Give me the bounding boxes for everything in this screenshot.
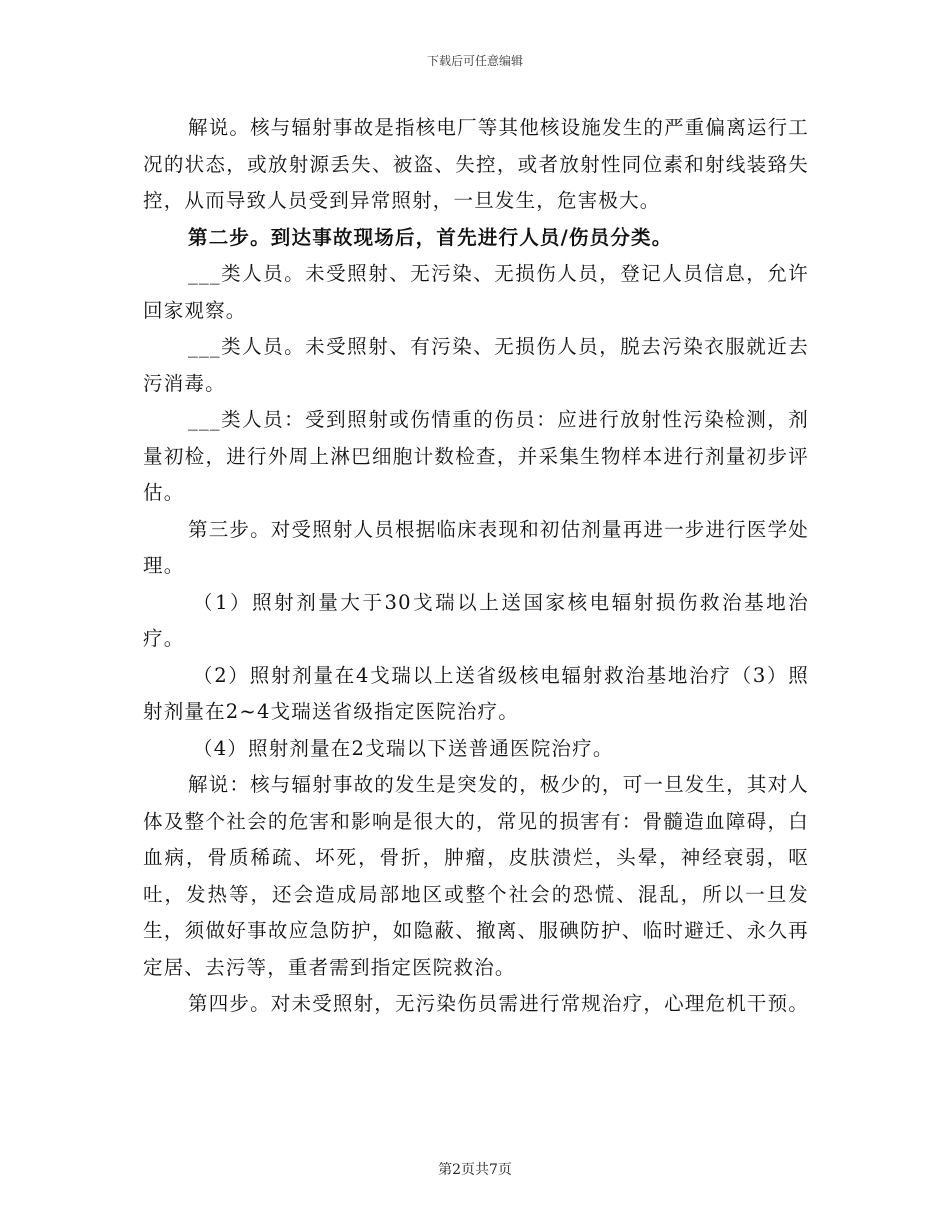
document-body — [143, 110, 809, 1023]
paragraph-dose-1: （1）照射剂量大于30戈瑞以上送国家核电辐射损伤救治基地治疗。 — [143, 590, 809, 650]
paragraph-step-4: 第四步。对未受照射，无污染伤员需进行常规治疗，心理危机干预。 — [188, 992, 810, 1015]
paragraph-dose-4: （4）照射剂量在2戈瑞以下送普通医院治疗。 — [193, 736, 614, 760]
paragraph-category-1: ___类人员。未受照射、无污染、无损伤人员，登记人员信息，允许回家观察。 — [143, 262, 809, 322]
paragraph-category-3: ___类人员：受到照射或伤情重的伤员：应进行放射性污染检测，剂量初检，进行外周上淋巴细胞计数检查，并采集生物样本进行剂量初步评估。 — [143, 408, 809, 504]
paragraph-explanation-2: 解说：核与辐射事故的发生是突发的，极少的，可一旦发生，其对人体及整个社会的危害和影响是很大的，常见的损害有：骨髓造血障碍，白血病，骨质稀疏、坏死，骨折，肿瘤，皮肤溃烂，头晕，神经衰弱，呕吐，发热等，还会造成局部地区或整个社会的恐慌、混乱，所以一旦发生，须做好事故应急防护，如隐蔽、撤离、服碘防护、临时避迁、永久再定居、去污等，重者需到指定医院救治。 — [143, 773, 810, 979]
paragraph-step-2-heading: 第二步。到达事故现场后，首先进行人员/伤员分类。 — [188, 225, 673, 249]
page-header: 下载后可任意编辑 — [426, 54, 523, 68]
page-footer: 第2页共7页 — [438, 1162, 512, 1178]
paragraph-explanation-1: 解说。核与辐射事故是指核电厂等其他核设施发生的严重偏离运行工况的状态，或放射源丢失、被盗、失控，或者放射性同位素和射线装臵失控，从而导致人员受到异常照射，一旦发生，危害极大。 — [143, 116, 810, 212]
paragraph-step-3: 第三步。对受照射人员根据临床表现和初估剂量再进一步进行医学处理。 — [143, 517, 810, 577]
paragraph-category-2: ___类人员。未受照射、有污染、无损伤人员，脱去污染衣服就近去污消毒。 — [143, 335, 809, 395]
paragraph-dose-2-3: （2）照射剂量在4戈瑞以上送省级核电辐射救治基地治疗（3）照射剂量在2~4戈瑞送省级指定医院治疗。 — [143, 663, 809, 723]
